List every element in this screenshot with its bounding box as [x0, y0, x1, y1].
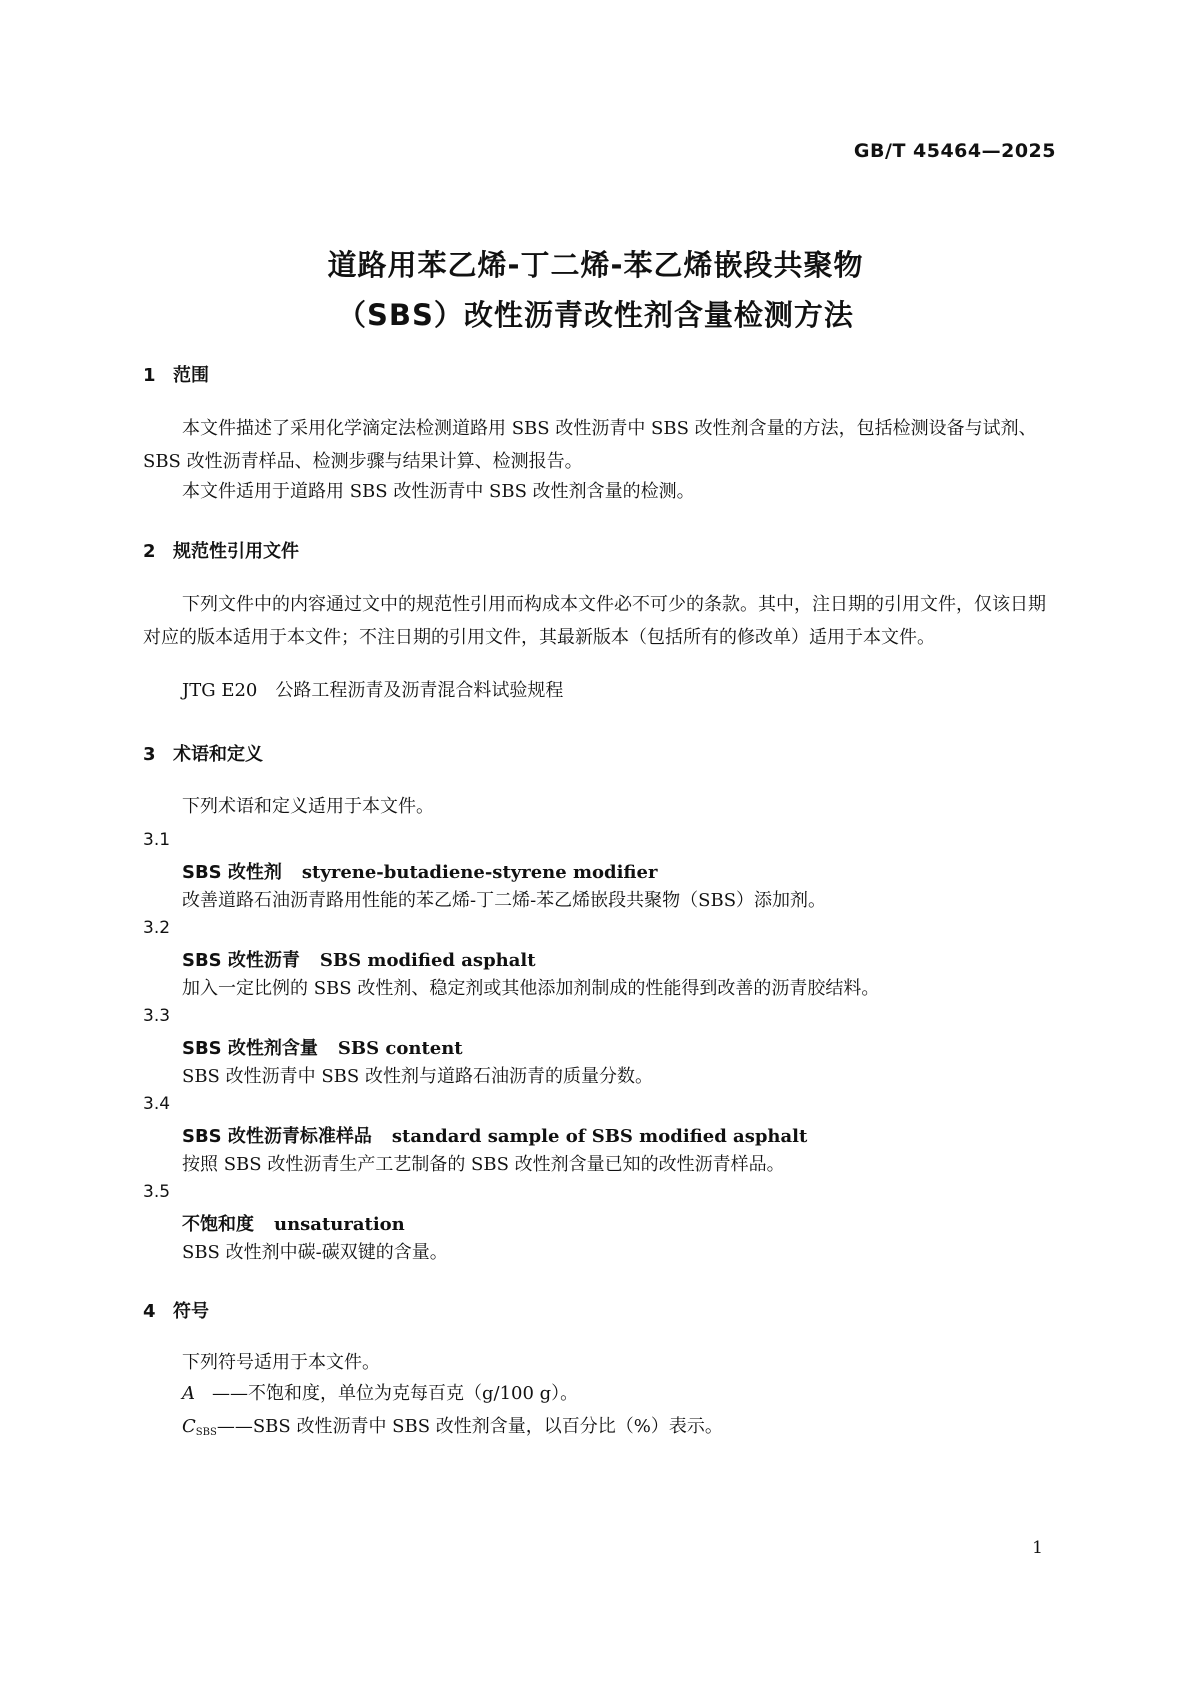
section-3-heading — [143, 740, 263, 766]
term-en: standard sample of SBS modified asphalt — [391, 1126, 808, 1147]
term-definition: SBS 改性剂中碳-碳双键的含量。 — [182, 1242, 448, 1263]
term-heading — [182, 858, 657, 884]
term-number: 3.3 — [143, 1006, 171, 1026]
section-4-intro: 下列符号适用于本文件。 — [182, 1352, 380, 1373]
symbol-letter: C — [182, 1416, 196, 1437]
term-heading — [182, 1122, 807, 1148]
symbol-a — [182, 1379, 578, 1405]
term-number: 3.5 — [143, 1182, 171, 1202]
section-number: 1 — [143, 365, 156, 386]
term-zh: SBS 改性沥青 — [182, 950, 300, 971]
title-line-1: 道路用苯乙烯-丁二烯-苯乙烯嵌段共聚物 — [327, 248, 864, 282]
term-definition: 加入一定比例的 SBS 改性剂、稳定剂或其他添加剂制成的性能得到改善的沥青胶结料。 — [182, 978, 880, 999]
term-en: SBS modified asphalt — [319, 950, 536, 971]
term-heading — [182, 1210, 405, 1236]
section-title: 规范性引用文件 — [173, 541, 299, 562]
symbol-variable — [182, 1416, 217, 1438]
term-zh: SBS 改性剂 — [182, 862, 282, 883]
term-definition: 按照 SBS 改性沥青生产工艺制备的 SBS 改性剂含量已知的改性沥青样品。 — [182, 1154, 785, 1175]
term-number: 3.2 — [143, 918, 171, 938]
term-heading — [182, 1034, 463, 1060]
document-title — [0, 240, 1191, 340]
term-en: styrene-butadiene-styrene modifier — [301, 862, 658, 883]
section-4-heading — [143, 1297, 209, 1323]
section-number: 3 — [143, 744, 156, 765]
term-en: unsaturation — [274, 1214, 405, 1235]
section-1-heading — [143, 361, 209, 387]
symbol-subscript: SBS — [195, 1427, 217, 1438]
section-1-paragraph-2: 本文件适用于道路用 SBS 改性沥青中 SBS 改性剂含量的检测。 — [182, 481, 695, 502]
term-zh: SBS 改性沥青标准样品 — [182, 1126, 372, 1147]
term-number: 3.1 — [143, 830, 171, 850]
term-zh: 不饱和度 — [182, 1214, 254, 1235]
section-3-intro: 下列术语和定义适用于本文件。 — [182, 796, 434, 817]
standard-code: GB/T 45464—2025 — [853, 140, 1056, 162]
symbol-description: ——不饱和度，单位为克每百克（g/100 g）。 — [212, 1383, 579, 1404]
section-2-heading — [143, 537, 299, 563]
section-number: 4 — [143, 1301, 156, 1322]
symbol-c-sbs — [182, 1412, 723, 1438]
normative-reference: JTG E20 公路工程沥青及沥青混合料试验规程 — [182, 680, 564, 701]
symbol-variable: A — [182, 1383, 195, 1404]
symbol-description: ——SBS 改性沥青中 SBS 改性剂含量，以百分比（%）表示。 — [216, 1416, 723, 1437]
section-title: 符号 — [173, 1301, 209, 1322]
term-definition: SBS 改性沥青中 SBS 改性剂与道路石油沥青的质量分数。 — [182, 1066, 653, 1087]
term-zh: SBS 改性剂含量 — [182, 1038, 318, 1059]
section-2-paragraph-1: 下列文件中的内容通过文中的规范性引用而构成本文件必不可少的条款。其中，注日期的引用文件，仅该日期对应的版本适用于本文件；不注日期的引用文件，其最新版本（包括所有的修改单）适用于本文件。 — [143, 594, 1046, 648]
section-1-paragraph-1: 本文件描述了采用化学滴定法检测道路用 SBS 改性沥青中 SBS 改性剂含量的方法，包括检测设备与试剂、SBS 改性沥青样品、检测步骤与结果计算、检测报告。 — [143, 418, 1037, 472]
section-title: 范围 — [173, 365, 209, 386]
term-heading — [182, 946, 536, 972]
term-en: SBS content — [337, 1038, 463, 1059]
page-number: 1 — [1032, 1538, 1043, 1558]
term-number: 3.4 — [143, 1094, 171, 1114]
section-title: 术语和定义 — [173, 744, 263, 765]
term-definition: 改善道路石油沥青路用性能的苯乙烯-丁二烯-苯乙烯嵌段共聚物（SBS）添加剂。 — [182, 890, 827, 911]
section-number: 2 — [143, 541, 156, 562]
title-line-2: （SBS）改性沥青改性剂含量检测方法 — [337, 298, 854, 332]
